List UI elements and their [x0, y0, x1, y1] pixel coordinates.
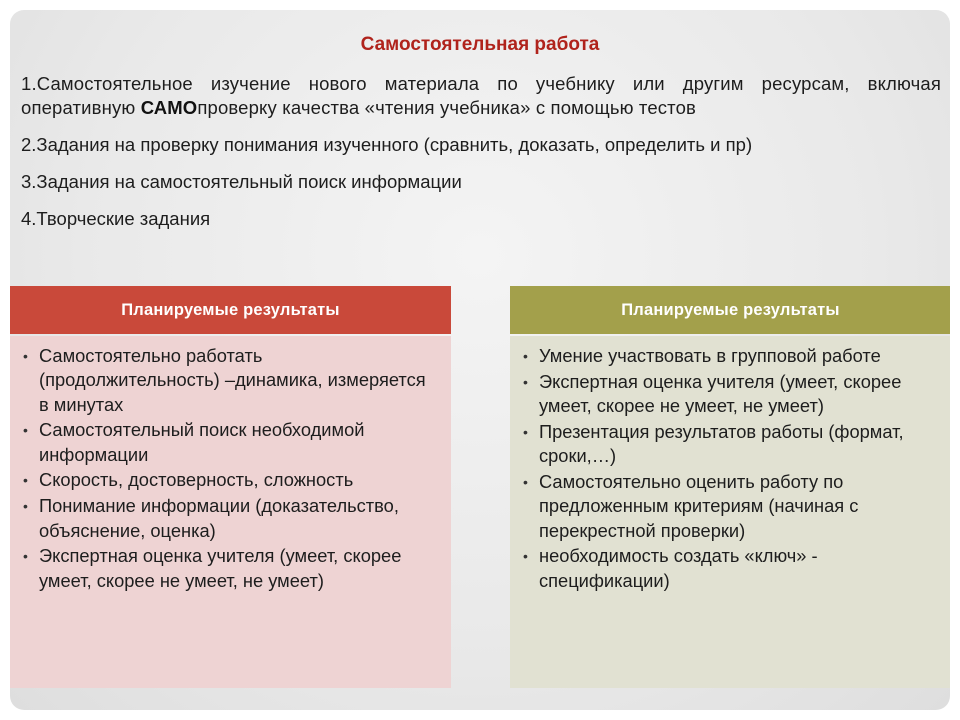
bullet-icon: •: [23, 422, 28, 439]
intro-item-1: [21, 72, 941, 120]
bullet-icon: •: [23, 472, 28, 489]
left-list-item-text: Самостоятельно работать (продолжительность) –динамика, измеряется в минутах: [39, 345, 426, 415]
intro-item-3: 3.Задания на самостоятельный поиск информации: [21, 171, 462, 192]
right-card-list: [522, 344, 937, 593]
intro-item-1-text-end: проверку качества «чтения учебника» с помощью тестов: [197, 97, 697, 118]
intro-list: [21, 72, 941, 244]
right-results-card: [510, 286, 950, 686]
intro-item-2: 2.Задания на проверку понимания изученного (сравнить, доказать, определить и пр): [21, 134, 753, 155]
right-list-item: [522, 420, 937, 469]
bullet-icon: •: [23, 548, 28, 565]
bullet-icon: •: [523, 373, 528, 390]
left-list-item-text: Понимание информации (доказательство, объяснение, оценка): [39, 495, 399, 541]
left-list-item: [22, 544, 437, 593]
right-list-item-text: Презентация результатов работы (формат, сроки,…): [539, 420, 904, 467]
bullet-icon: •: [23, 498, 28, 515]
right-card-body: [510, 336, 950, 688]
right-list-item: [522, 370, 937, 419]
bullet-icon: •: [523, 548, 528, 565]
intro-item-1-bold: САМО: [140, 97, 198, 118]
right-list-item: [522, 344, 937, 368]
right-list-item-text: необходимость создать «ключ» - спецификации): [539, 545, 818, 591]
right-list-item-text: Самостоятельно оценить работу по предложенным критериям (начиная с перекрестной проверки): [539, 470, 859, 541]
bullet-icon: •: [523, 473, 528, 490]
bullet-icon: •: [523, 348, 528, 364]
left-list-item: [22, 494, 437, 543]
left-list-item: [22, 344, 437, 417]
left-list-item-text: Экспертная оценка учителя (умеет, скорее умеет, скорее не умеет, не умеет): [39, 545, 402, 591]
left-list-item: [22, 418, 437, 467]
left-card-list: [22, 344, 437, 593]
right-list-item-text: Экспертная оценка учителя (умеет, скорее умеет, скорее не умеет, не умеет): [539, 370, 902, 417]
intro-item-1-text-start: 1.Самостоятельное изучение нового материала по учебнику или другим ресурсам, включая оперативную: [21, 73, 941, 118]
left-card-body: [10, 336, 451, 688]
left-results-card: [10, 286, 451, 686]
bullet-icon: •: [23, 348, 28, 364]
left-list-item-text: Самостоятельный поиск необходимой информации: [39, 419, 365, 465]
intro-item-4: 4.Творческие задания: [21, 208, 211, 229]
slide: [10, 10, 950, 710]
left-list-item: [22, 468, 437, 492]
right-card-heading: Планируемые результаты: [510, 286, 950, 334]
right-list-item-text: Умение участвовать в групповой работе: [539, 345, 881, 366]
left-card-heading: Планируемые результаты: [10, 286, 451, 334]
bullet-icon: •: [523, 423, 528, 440]
right-list-item: [522, 470, 937, 543]
right-list-item: [522, 544, 937, 593]
left-list-item-text: Скорость, достоверность, сложность: [39, 469, 354, 491]
slide-title: Самостоятельная работа: [360, 34, 600, 55]
